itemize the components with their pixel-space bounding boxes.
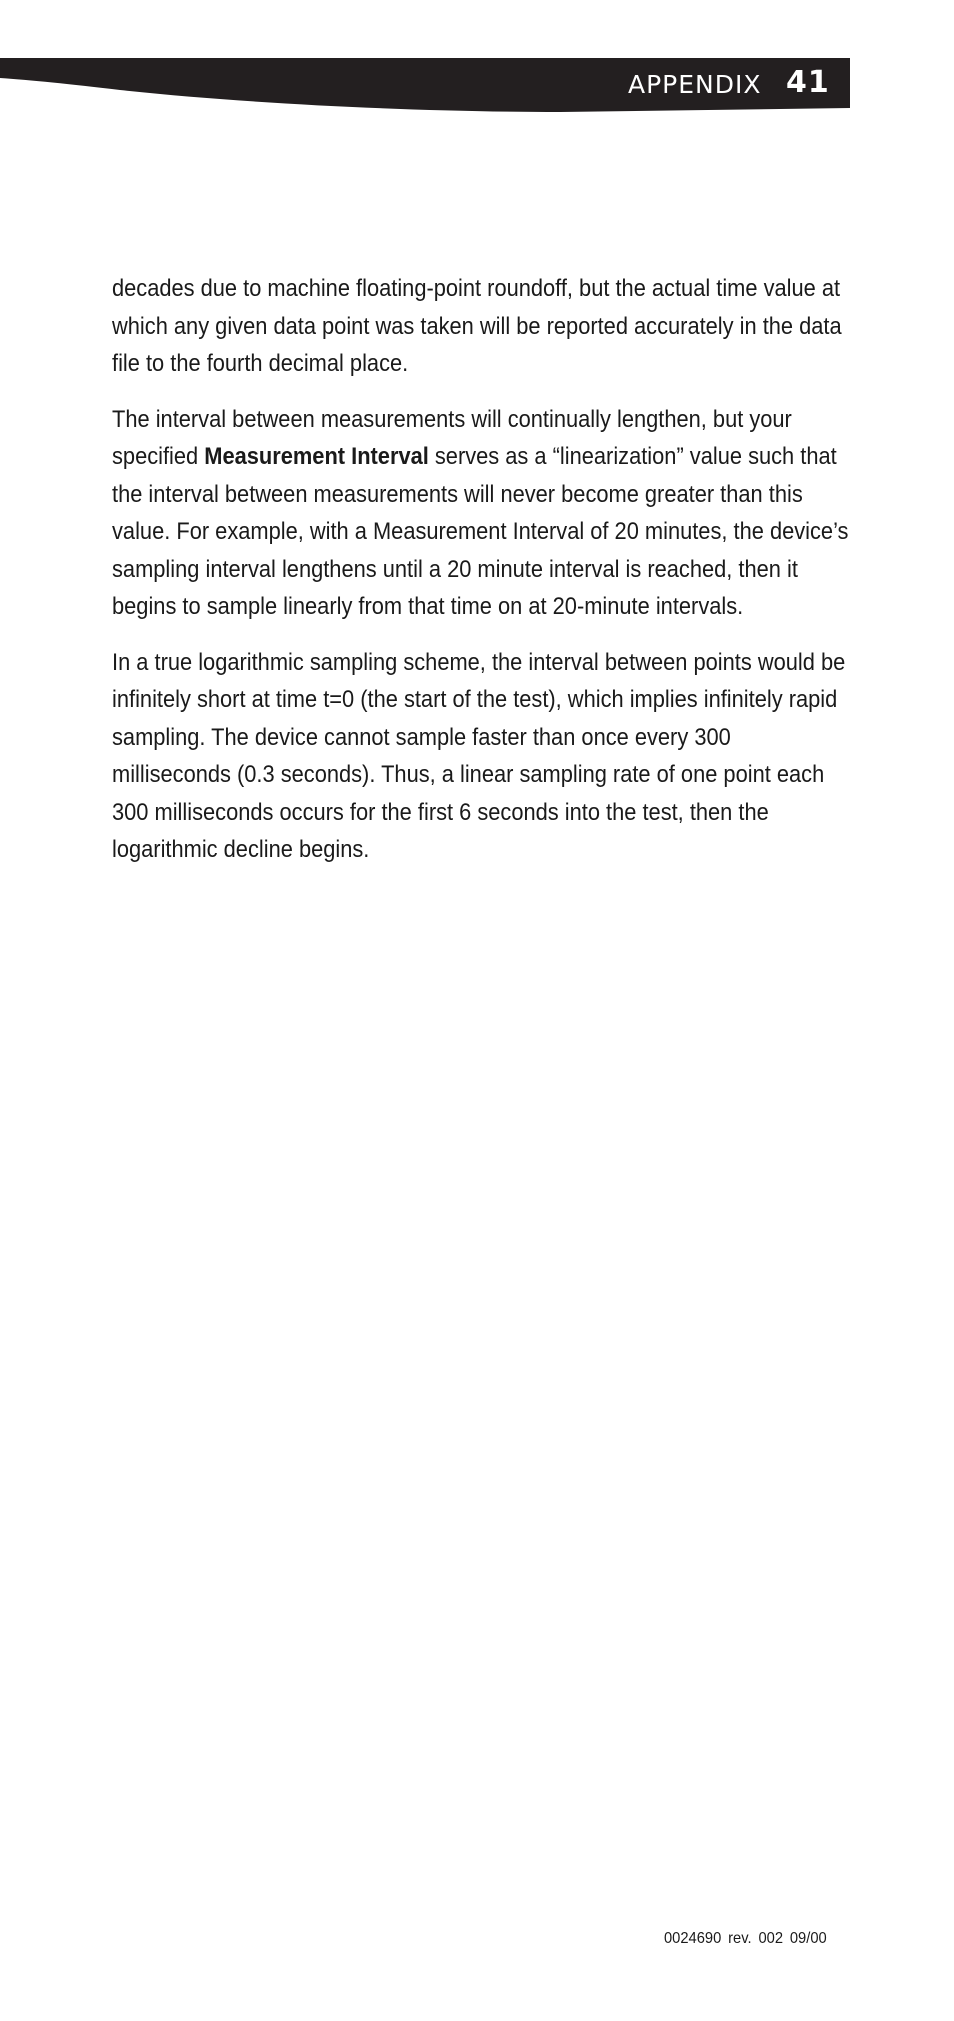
paragraph-measurement-interval	[112, 401, 852, 626]
measurement-interval-term: Measurement Interval	[204, 443, 429, 470]
page-header-band	[0, 0, 954, 130]
paragraph-logarithmic-sampling: In a true logarithmic sampling scheme, the interval between points would be infinitely short at time t=0 (the start of the test), which implies infinitely rapid sampling. The device cannot sample faster than once every 300 milliseconds (0.3 seconds). Thus, a linear sampling rate of one point each 300 milliseconds occurs for the first 6 seconds into the test, then the logarithmic decline begins.	[112, 648, 846, 863]
document-revision-code: 0024690 rev. 002 09/00	[664, 1930, 827, 1947]
paragraph-text-start: The interval between measurements will continually lengthen, but your specified	[112, 405, 792, 470]
header-section-label: APPENDIX	[628, 70, 762, 99]
paragraph-roundoff: decades due to machine floating-point roundoff, but the actual time value at which any given data point was taken will be reported accurately in the data file to the fourth decimal place.	[112, 275, 842, 377]
body-text	[112, 270, 852, 887]
page-number: 41	[786, 65, 830, 100]
paragraph-text-end: serves as a “linearization” value such that the interval between measurements will never become greater than this value. For example, with a Measurement Interval of 20 minutes, the device’s sampling interval lengthens until a 20 minute interval is reached, then it begins to sample linearly from that time on at 20-minute intervals.	[112, 443, 849, 620]
